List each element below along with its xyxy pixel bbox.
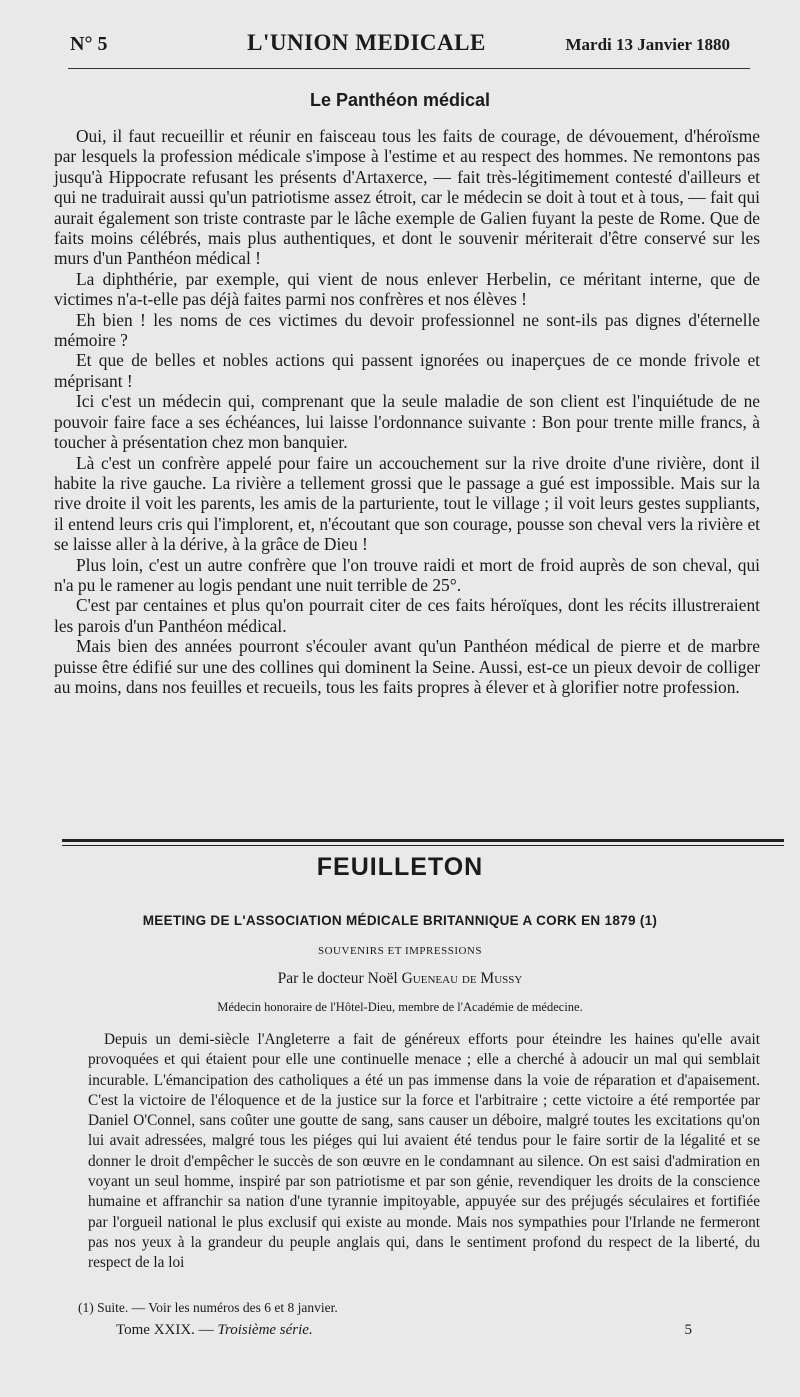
- feuilleton-subtitle: SOUVENIRS ET IMPRESSIONS: [318, 945, 482, 957]
- section-divider-thick: [62, 839, 784, 842]
- page-number: 5: [684, 1322, 692, 1338]
- feuilleton-byline: [0, 970, 800, 988]
- article-title: Le Panthéon médical: [309, 90, 491, 110]
- article-paragraph: Et que de belles et nobles actions qui passent ignorées ou inaperçues de ce monde frivole et méprisant !: [54, 350, 760, 391]
- article-paragraph: Plus loin, c'est un autre confrère que l'on trouve raidi et mort de froid auprès de son cheval, qui n'a pu le ramener au logis pendant une nuit terrible de 25°.: [54, 554, 760, 595]
- volume-info: [116, 1322, 313, 1339]
- journal-title: L'UNION MEDICALE: [247, 30, 486, 55]
- footnote: (1) Suite. — Voir les numéros des 6 et 8 janvier.: [78, 1300, 338, 1315]
- issue-date: Mardi 13 Janvier 1880: [565, 35, 730, 54]
- byline-prefix: Par le docteur Noël: [277, 970, 398, 987]
- article-paragraph: Mais bien des années pourront s'écouler avant qu'un Panthéon médical de pierre et de marbre puisse être édifié sur une des collines qui dominent la Seine. Aussi, est-ce un pieux devoir de colliger au moins, dans nos feuilles et recueils, tous les faits propres à élever et à glorifier notre profession.: [54, 636, 760, 697]
- article-paragraph: Là c'est un confrère appelé pour faire un accouchement sur la rive droite d'une rivière, dont il habite la rive gauche. La rivière a tellement grossi que le passage a gué est impossible. Mais sur la rive droite il voit les parents, les amis de la parturiente, tout le village ; il voit leurs gestes suppliants, il entend leurs cris qui l'implorent, et, n'écoutant que son courage, pousse son cheval vers la rivière et se laisse aller à la dérive, à la grâce de Dieu !: [54, 452, 760, 555]
- feuilleton-heading: FEUILLETON: [316, 853, 484, 881]
- byline-author-name: Gueneau de Mussy: [401, 970, 523, 987]
- article-paragraph: Eh bien ! les noms de ces victimes du devoir professionnel ne sont-ils pas dignes d'éternelle mémoire ?: [54, 309, 760, 351]
- serie-label: Troisième série.: [217, 1322, 313, 1338]
- article-paragraph: Oui, il faut recueillir et réunir en faisceau tous les faits de courage, de dévouement, d'héroïsme par lesquels la profession médicale s'impose à l'estime et au respect des hommes. Ne remontons pas jusqu'à Hippocrate refusant les présents d'Artaxerce, — fait très-légitimement contesté d'ailleurs et qui ne traduirait aussi qu'un patriotisme assez étroit, car le médecin se doit à tout et à tous, — fait qui aurait également son triste contraste par le lâche exemple de Galien fuyant la peste de Rome. Que de faits moins célébrés, mais plus authentiques, et dont le souvenir mériterait d'être conservé sur les murs d'un Panthéon médical !: [54, 126, 760, 269]
- issue-number: N° 5: [70, 33, 108, 55]
- page-footer: [116, 1322, 692, 1339]
- article-paragraph: La diphthérie, par exemple, qui vient de nous enlever Herbelin, ce méritant interne, que de victimes n'a-t-elle pas déjà faites parmi nos confrères et nos élèves !: [54, 268, 760, 310]
- feuilleton-body: [88, 1030, 760, 1274]
- feuilleton-meeting-title: MEETING DE L'ASSOCIATION MÉDICALE BRITANNIQUE A CORK EN 1879 (1): [142, 913, 658, 928]
- author-affiliation: Médecin honoraire de l'Hôtel-Dieu, membre de l'Académie de médecine.: [217, 1000, 583, 1014]
- feuilleton-paragraph: Depuis un demi-siècle l'Angleterre a fait de généreux efforts pour éteindre les haines qu'elle avait provoquées et qui étaient pour elle une continuelle menace ; elle a cherché à adoucir un mal qui semblait incurable. L'émancipation des catholiques a été un pas immense dans la voie de réparation et d'apaisement. C'est la victoire de l'éloquence et de la justice sur la force et l'arbitraire ; cette victoire a été remportée par Daniel O'Connel, sans coûter une goutte de sang, sans causer un déboire, malgré toutes les excitations qu'on lui avait adressées, malgré tous les piéges qui lui avaient été tendus pour le faire sortir de la légalité et se donner le droit d'empêcher le succès de son œuvre en le condamnant au silence. On est saisi d'admiration en voyant un seul homme, inspiré par son patriotisme et par son génie, revendiquer les droits de la conscience humaine et affranchir sa nation d'une tyrannie impitoyable, appuyée sur des préjugés séculaires et fortifiée par l'orgueil national le plus exclusif qui existe au monde. Mais nos sympathies pour l'Irlande ne fermeront pas nos yeux à la grandeur du peuple anglais qui, dans le sentiment profond du respect de la liberté, du respect de la loi: [88, 1031, 760, 1272]
- article-paragraph: C'est par centaines et plus qu'on pourrait citer de ces faits héroïques, dont les récits illustreraient les parois d'un Panthéon médical.: [54, 595, 760, 636]
- article-paragraph: Ici c'est un médecin qui, comprenant que la seule maladie de son client est l'inquiétude de ne pouvoir faire face a ses échéances, lui laisse l'ordonnance suivante : Bon pour trente mille francs, à toucher à présentation chez mon banquier.: [54, 391, 760, 453]
- tome-label: Tome XXIX. —: [116, 1322, 214, 1338]
- page-header: [70, 30, 730, 56]
- header-rule: [68, 68, 750, 69]
- section-divider-thin: [62, 845, 784, 846]
- article-body: [54, 126, 760, 697]
